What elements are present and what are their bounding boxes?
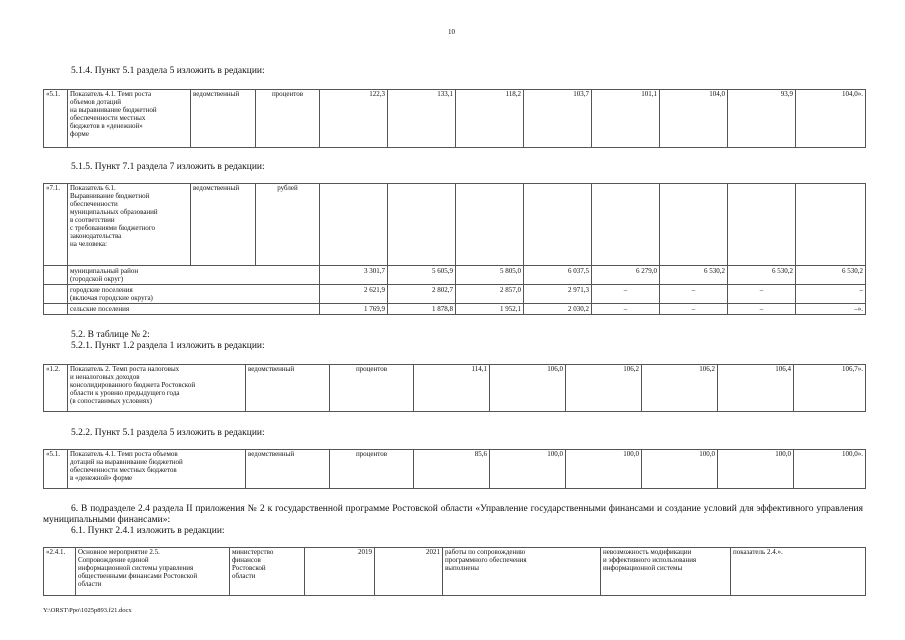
value-cell: 6 530,2 [728, 266, 796, 285]
indicator-name: Показатель 4.1. Темп роста объемов дотаций на выравнивание бюджетной обеспеченности местных бюджетов в «денежной» форме [68, 90, 191, 148]
value-cell: – [728, 285, 796, 304]
table-row [44, 548, 866, 596]
end-year: 2021 [375, 548, 443, 596]
value-cell: 106,0 [490, 365, 566, 412]
row-number: «5.1. [44, 450, 68, 489]
risk-consequence: невозможность модификации и эффективного использования информационной системы [601, 548, 731, 596]
indicator-unit: процентов [256, 90, 320, 148]
row-label: городские поселения (включая городские округа) [68, 285, 320, 304]
value-cell: 2 621,9 [320, 285, 388, 304]
value-cell: 100,0 [566, 450, 642, 489]
indicator-unit: процентов [330, 365, 414, 412]
indicator-type: ведомственный [246, 450, 330, 489]
table-row [44, 285, 866, 304]
indicator-name: Показатель 6.1. Выравнивание бюджетной обеспеченности муниципальных образований в соответствии с требованиями бюджетного законодательства на человека: [68, 184, 191, 266]
indicator-name: Показатель 4.1. Темп роста объемов дотаций на выравнивание бюджетной обеспеченности местных бюджетов в «денежной» форме [68, 450, 246, 489]
indicator-unit: рублей [256, 184, 320, 266]
start-year: 2019 [305, 548, 375, 596]
value-cell: 106,7». [794, 365, 866, 412]
value-cell: 93,9 [728, 90, 796, 148]
value-cell: 3 301,7 [320, 266, 388, 285]
value-cell: 101,1 [592, 90, 660, 148]
activity-name: Основное мероприятие 2.5. Сопровождение единой информационной системы управления общественными финансами Ростовской области [76, 548, 230, 596]
value-cell: 1 952,1 [456, 304, 524, 315]
value-cell: 6 037,5 [524, 266, 592, 285]
value-cell: 2 857,0 [456, 285, 524, 304]
row-label: сельские поселения [68, 304, 320, 315]
expected-result: работы по сопровождению программного обеспечения выполнены [443, 548, 601, 596]
table-indicator-1-2 [43, 364, 866, 412]
value-cell: – [796, 285, 866, 304]
paragraph-5-1-4: 5.1.4. Пункт 5.1 раздела 5 изложить в редакции: [71, 66, 265, 76]
value-cell: 118,2 [456, 90, 524, 148]
value-cell: 100,0 [490, 450, 566, 489]
value-cell: 100,0». [794, 450, 866, 489]
row-number: «2.4.1. [44, 548, 76, 596]
file-path-footer: Y:\ORST\Ppo\1025p893.f21.docx [43, 607, 132, 614]
value-cell: 2 971,3 [524, 285, 592, 304]
value-cell: 104,0 [660, 90, 728, 148]
value-cell: 106,4 [718, 365, 794, 412]
table-row [44, 365, 866, 412]
value-cell: 1 878,8 [388, 304, 456, 315]
table-row [44, 304, 866, 315]
value-cell: 103,7 [524, 90, 592, 148]
row-number: «1.2. [44, 365, 68, 412]
value-cell: 85,6 [414, 450, 490, 489]
value-cell: 5 605,9 [388, 266, 456, 285]
paragraph-5-2: 5.2. В таблице № 2: [71, 330, 150, 340]
table-row [44, 90, 866, 148]
table-row [44, 184, 866, 266]
indicator-name: Показатель 2. Темп роста налоговых и неналоговых доходов консолидированного бюджета Ростовской области к уровню предыдущего года (в сопоставимых условиях) [68, 365, 246, 412]
value-cell: 106,2 [642, 365, 718, 412]
row-number: «7.1. [44, 184, 68, 266]
value-cell: – [728, 304, 796, 315]
value-cell: – [660, 304, 728, 315]
paragraph-6-1: 6.1. Пункт 2.4.1 изложить в редакции: [71, 526, 225, 536]
value-cell: 2 802,7 [388, 285, 456, 304]
value-cell: – [592, 285, 660, 304]
table-row [44, 450, 866, 489]
value-cell: 1 769,9 [320, 304, 388, 315]
indicator-type: ведомственный [191, 90, 256, 148]
value-cell: 6 530,2 [796, 266, 866, 285]
value-cell: 122,3 [320, 90, 388, 148]
value-cell: 106,2 [566, 365, 642, 412]
value-cell: 5 805,0 [456, 266, 524, 285]
paragraph-6: 6. В подразделе 2.4 раздела II приложения № 2 к государственной программе Ростовской области «Управление государственными финансами и создание условий для эффективного управления муниципальными финансами»: [43, 504, 863, 525]
indicator-unit: процентов [330, 450, 414, 489]
value-cell: 100,0 [718, 450, 794, 489]
row-number: «5.1. [44, 90, 68, 148]
indicator-type: ведомственный [191, 184, 256, 266]
indicator-type: ведомственный [246, 365, 330, 412]
value-cell: 2 030,2 [524, 304, 592, 315]
paragraph-5-2-1: 5.2.1. Пункт 1.2 раздела 1 изложить в редакции: [71, 341, 265, 351]
paragraph-5-2-2: 5.2.2. Пункт 5.1 раздела 5 изложить в редакции: [71, 428, 265, 438]
value-cell: 6 530,2 [660, 266, 728, 285]
table-row [44, 266, 866, 285]
executor: министерство финансов Ростовской области [230, 548, 305, 596]
value-cell: 100,0 [642, 450, 718, 489]
page-number: 10 [448, 28, 455, 36]
value-cell: – [660, 285, 728, 304]
value-cell: 104,0». [796, 90, 866, 148]
linked-indicator: показатель 2.4.». [731, 548, 866, 596]
paragraph-5-1-5: 5.1.5. Пункт 7.1 раздела 7 изложить в редакции: [71, 162, 265, 172]
value-cell: –». [796, 304, 866, 315]
row-label: муниципальный район (городской округ) [68, 266, 320, 285]
value-cell: – [592, 304, 660, 315]
table-indicator-7-1 [43, 183, 866, 315]
table-indicator-5-1-b [43, 449, 866, 489]
table-activity-2-4-1 [43, 547, 866, 596]
value-cell: 114,1 [414, 365, 490, 412]
value-cell: 6 279,0 [592, 266, 660, 285]
value-cell: 133,1 [388, 90, 456, 148]
table-indicator-5-1 [43, 89, 866, 148]
